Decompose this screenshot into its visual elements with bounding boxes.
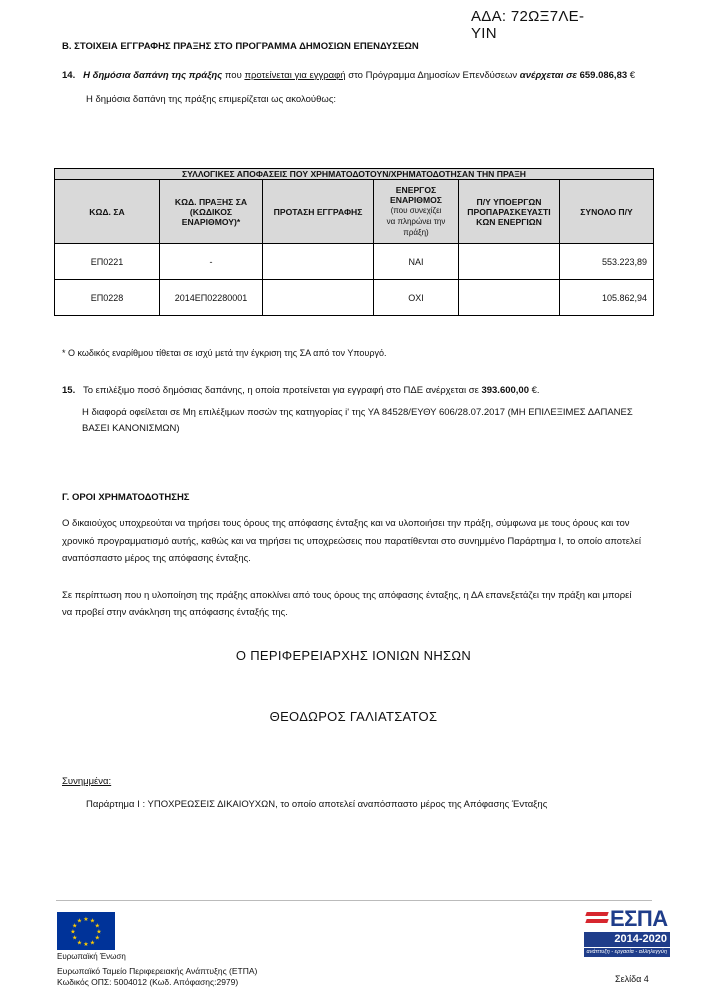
col-header-preparatory-l2: ΠΡΟΠΑΡΑΣΚΕΥΑΣΤΙ [467, 206, 551, 217]
col-header-project-code-l1: ΚΩΔ. ΠΡΑΞΗΣ ΣΑ [174, 196, 248, 207]
col-header-project-code [160, 180, 263, 244]
item-15-amount: 393.600,00 [481, 385, 529, 396]
espa-logo-text: ΕΣΠΑ [610, 906, 668, 931]
ada-code: ΑΔΑ: 72ΩΞ7ΛΕ-ΥΙΝ [471, 8, 585, 42]
svg-text:★: ★ [83, 941, 89, 948]
col-header-preparatory [459, 180, 560, 244]
item-14-number: 14. [62, 70, 76, 81]
item-14-text-a: που [224, 70, 242, 81]
col-header-active-sub2: να πληρώνει την [386, 217, 446, 226]
svg-text:★: ★ [89, 917, 96, 925]
col-header-active [374, 180, 459, 244]
svg-text:★: ★ [94, 934, 100, 942]
eu-label: Ευρωπαϊκή Ένωση [57, 952, 126, 961]
item-15-tail: €. [531, 385, 540, 396]
item-15-difference-line: Η διαφορά οφείλεται σε Μη επιλέξιμων ποσών της κατηγορίας i' της ΥΑ 84528/ΕΥΘΥ 606/28.07.2017 (ΜΗ ΕΠΙΛΕΞΙΜΕΣ ΔΑΠΑΝΕΣ [82, 407, 633, 418]
section-c-para1-l3: αναπόσπαστο μέρος της απόφασης ένταξης. [62, 553, 251, 564]
espa-red-stripe-2 [585, 919, 608, 923]
cell-active: ΝΑΙ [374, 244, 459, 280]
table-row [55, 280, 654, 316]
svg-text:★: ★ [72, 922, 78, 930]
eu-flag-icon [57, 912, 115, 950]
item-14-proposed: προτείνεται για εγγραφή [244, 70, 346, 81]
svg-text:★: ★ [89, 939, 96, 947]
table-footnote: * Ο κωδικός εναρίθμου τίθεται σε ισχύ μετά την έγκριση της ΣΑ από τον Υπουργό. [62, 348, 387, 358]
cell-proposal [263, 244, 374, 280]
item-14-amount: 659.086,83 [579, 70, 628, 81]
item-14-currency: € [629, 70, 636, 81]
svg-text:★: ★ [70, 928, 76, 936]
ops-code: Κωδικός ΟΠΣ: 5004012 (Κωδ. Απόφασης:2979) [57, 977, 239, 987]
item-14-text-b: στο Πρόγραμμα Δημοσίων Επενδύσεων [348, 70, 518, 81]
cell-total: 553.223,89 [560, 244, 654, 280]
cell-preparatory [459, 280, 560, 316]
col-header-active-sub1: (που συνεχίζει [390, 206, 442, 215]
espa-logo [584, 908, 670, 958]
section-c-para1-l1: Ο δικαιούχος υποχρεούται να τηρήσει τους όρους της απόφασης ένταξης και να υλοποιήσει την πράξη, σύμφωνα με τους όρους και τον [62, 518, 630, 529]
item-15-difference-line-2: ΒΑΣΕΙ ΚΑΝΟΝΙΣΜΩΝ) [82, 423, 180, 434]
signatory-name: ΘΕΟΔΩΡΟΣ ΓΑΛΙΑΤΣΑΤΟΣ [269, 709, 438, 724]
table-caption: ΣΥΛΛΟΓΙΚΕΣ ΑΠΟΦΑΣΕΙΣ ΠΟΥ ΧΡΗΜΑΤΟΔΟΤΟΥΝ/ΧΡΗΜΑΤΟΔΟΤΗΣΑΝ ΤΗΝ ΠΡΑΞΗ [55, 169, 654, 180]
espa-tagline: ανάπτυξη - εργασία - αλληλεγγύη [584, 948, 670, 957]
cell-active: ΟΧΙ [374, 280, 459, 316]
svg-text:★: ★ [83, 916, 89, 923]
table-row [55, 244, 654, 280]
col-header-preparatory-l3: ΚΩΝ ΕΝΕΡΓΙΩΝ [476, 216, 542, 227]
col-header-active-sub3: πράξη) [403, 228, 429, 237]
section-b-title: Β. ΣΤΟΙΧΕΙΑ ΕΓΓΡΑΦΗΣ ΠΡΑΞΗΣ ΣΤΟ ΠΡΟΓΡΑΜΜΑ ΔΗΜΟΣΙΩΝ ΕΠΕΝΔΥΣΕΩΝ [62, 41, 419, 52]
svg-text:★: ★ [96, 928, 102, 936]
cell-total: 105.862,94 [560, 280, 654, 316]
cell-preparatory [459, 244, 560, 280]
item-15-text: Το επιλέξιμο ποσό δημόσιας δαπάνης, η οποία προτείνεται για εγγραφή στο ΠΔΕ ανέρχεται σε [82, 385, 479, 396]
svg-text:★: ★ [72, 934, 78, 942]
section-c-para1-l2: χρονικό προγραμματισμό αυτής, καθώς και να τηρήσει τις υποχρεώσεις που παρατίθενται στο συνημμένο Παράρτημα Ι, το οποίο αποτελεί [62, 536, 642, 547]
footer-divider [56, 900, 652, 901]
col-header-sa: ΚΩΔ. ΣΑ [55, 180, 160, 244]
table-header-row [55, 180, 654, 244]
svg-text:★: ★ [76, 917, 83, 925]
fund-name: Ευρωπαϊκό Ταμείο Περιφερειακής Ανάπτυξης (ΕΤΠΑ) [57, 966, 258, 976]
item-14-breakdown-intro: Η δημόσια δαπάνη της πράξης επιμερίζεται ως ακολούθως: [86, 94, 337, 105]
funding-decisions-table [54, 168, 654, 316]
svg-text:★: ★ [94, 922, 100, 930]
item-14-amounts-to: ανέρχεται σε [519, 70, 577, 81]
attachments-label: Συνημμένα: [62, 776, 112, 787]
cell-proposal [263, 280, 374, 316]
signatory-title: Ο ΠΕΡΙΦΕΡΕΙΑΡΧΗΣ ΙΟΝΙΩΝ ΝΗΣΩΝ [235, 648, 472, 663]
espa-years: 2014-2020 [584, 932, 670, 947]
cell-project-code: - [160, 244, 263, 280]
col-header-project-code-l3: ΕΝΑΡΙΘΜΟΥ)* [181, 216, 241, 227]
cell-sa: ΕΠ0221 [55, 244, 160, 280]
page-number: Σελίδα 4 [615, 974, 649, 984]
col-header-active-l1: ΕΝΕΡΓΟΣ [395, 185, 437, 195]
svg-text:★: ★ [76, 939, 83, 947]
col-header-active-l2: ΕΝΑΡΙΘΜΟΣ [390, 195, 442, 205]
cell-project-code: 2014ΕΠ02280001 [160, 280, 263, 316]
col-header-preparatory-l1: Π/Υ ΥΠΟΕΡΓΩΝ [476, 196, 542, 207]
col-header-proposal: ΠΡΟΤΑΣΗ ΕΓΓΡΑΦΗΣ [263, 180, 374, 244]
item-14-subject: Η δημόσια δαπάνη της πράξης [83, 70, 223, 81]
col-header-project-code-l2: (ΚΩΔΙΚΟΣ [189, 206, 233, 217]
section-c-title: Γ. ΟΡΟΙ ΧΡΗΜΑΤΟΔΟΤΗΣΗΣ [62, 492, 190, 503]
item-14 [62, 68, 635, 84]
section-c-para2-l1: Σε περίπτωση που η υλοποίηση της πράξης αποκλίνει από τους όρους της απόφασης ένταξης, η ΔΑ επανεξετάζει την πράξη και μπορεί [62, 590, 632, 601]
col-header-total: ΣΥΝΟΛΟ Π/Υ [560, 180, 654, 244]
section-c-para2-l2: να προβεί στην ανάκληση της απόφασης ένταξής της. [62, 607, 288, 618]
attachment-item: Παράρτημα Ι : ΥΠΟΧΡΕΩΣΕΙΣ ΔΙΚΑΙΟΥΧΩΝ, το οποίο αποτελεί αναπόσπαστο μέρος της Απόφασης Ένταξης [86, 799, 548, 810]
item-15 [62, 383, 540, 399]
cell-sa: ΕΠ0228 [55, 280, 160, 316]
item-15-number: 15. [62, 385, 76, 396]
espa-red-stripe-1 [585, 912, 608, 916]
